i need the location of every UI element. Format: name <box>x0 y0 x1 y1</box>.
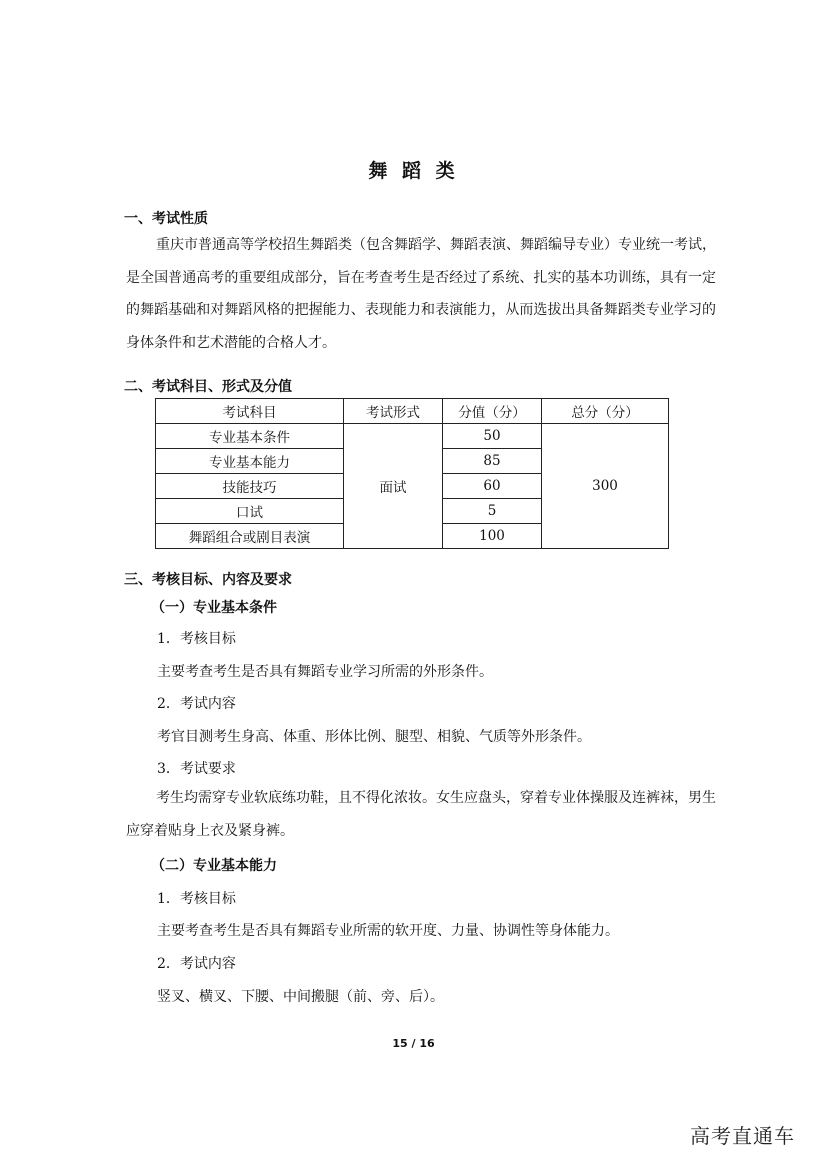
goal-label: 1．考核目标 <box>157 891 236 907</box>
goal-label: 1．考核目标 <box>157 631 236 647</box>
scores-table <box>155 398 669 549</box>
score-cell: 60 <box>443 474 542 499</box>
page-title: 舞 蹈 类 <box>368 160 459 182</box>
content-label: 2．考试内容 <box>157 956 236 972</box>
score-cell: 5 <box>443 499 542 524</box>
score-cell: 100 <box>443 524 542 549</box>
requirement-text: 考生均需穿专业软底练功鞋，且不得化浓妆。女生应盘头，穿着专业体操服及连裤袜，男生应穿着贴身上衣及紧身裤。 <box>126 790 716 839</box>
requirement-label: 3．考试要求 <box>157 761 236 777</box>
subject-cell: 专业基本条件 <box>156 424 344 449</box>
watermark: 高考直通车 <box>690 1124 795 1148</box>
score-cell: 85 <box>443 449 542 474</box>
subject-cell: 技能技巧 <box>156 474 344 499</box>
table-header-row <box>156 399 669 424</box>
subsection-heading-basic-conditions: （一）专业基本条件 <box>151 600 277 616</box>
content-text: 考官目测考生身高、体重、形体比例、腿型、相貌、气质等外形条件。 <box>157 729 591 745</box>
subject-cell: 舞蹈组合或剧目表演 <box>156 524 344 549</box>
section-heading-subjects: 二、考试科目、形式及分值 <box>124 379 292 395</box>
table-header-cell: 分值（分） <box>443 399 542 424</box>
exam-nature-paragraph: 重庆市普通高等学校招生舞蹈类（包含舞蹈学、舞蹈表演、舞蹈编导专业）专业统一考试，是全国普通高考的重要组成部分，旨在考查考生是否经过了系统、扎实的基本功训练，具有一定的舞蹈基础和对舞蹈风格的把握能力、表现能力和表演能力，从而选拔出具备舞蹈类专业学习的身体条件和艺术潜能的合格人才。 <box>126 237 716 351</box>
goal-text: 主要考查考生是否具有舞蹈专业学习所需的外形条件。 <box>157 664 493 680</box>
table-header-cell: 总分（分） <box>542 399 669 424</box>
content-label: 2．考试内容 <box>157 696 236 712</box>
content-text: 竖叉、横叉、下腰、中间搬腿（前、旁、后）。 <box>157 989 444 1005</box>
table-header-cell: 考试形式 <box>344 399 443 424</box>
subject-cell: 口试 <box>156 499 344 524</box>
total-score-cell: 300 <box>542 424 669 549</box>
goal-text: 主要考查考生是否具有舞蹈专业所需的软开度、力量、协调性等身体能力。 <box>157 923 619 939</box>
score-cell: 50 <box>443 424 542 449</box>
table-row <box>156 424 669 449</box>
section-heading-exam-nature: 一、考试性质 <box>124 211 208 227</box>
exam-form-cell: 面试 <box>344 424 443 549</box>
section-heading-assessment: 三、考核目标、内容及要求 <box>124 572 292 588</box>
table-header-cell: 考试科目 <box>156 399 344 424</box>
subsection-heading-basic-ability: （二）专业基本能力 <box>151 858 277 874</box>
page-number: 15 / 16 <box>392 1037 435 1050</box>
subject-cell: 专业基本能力 <box>156 449 344 474</box>
